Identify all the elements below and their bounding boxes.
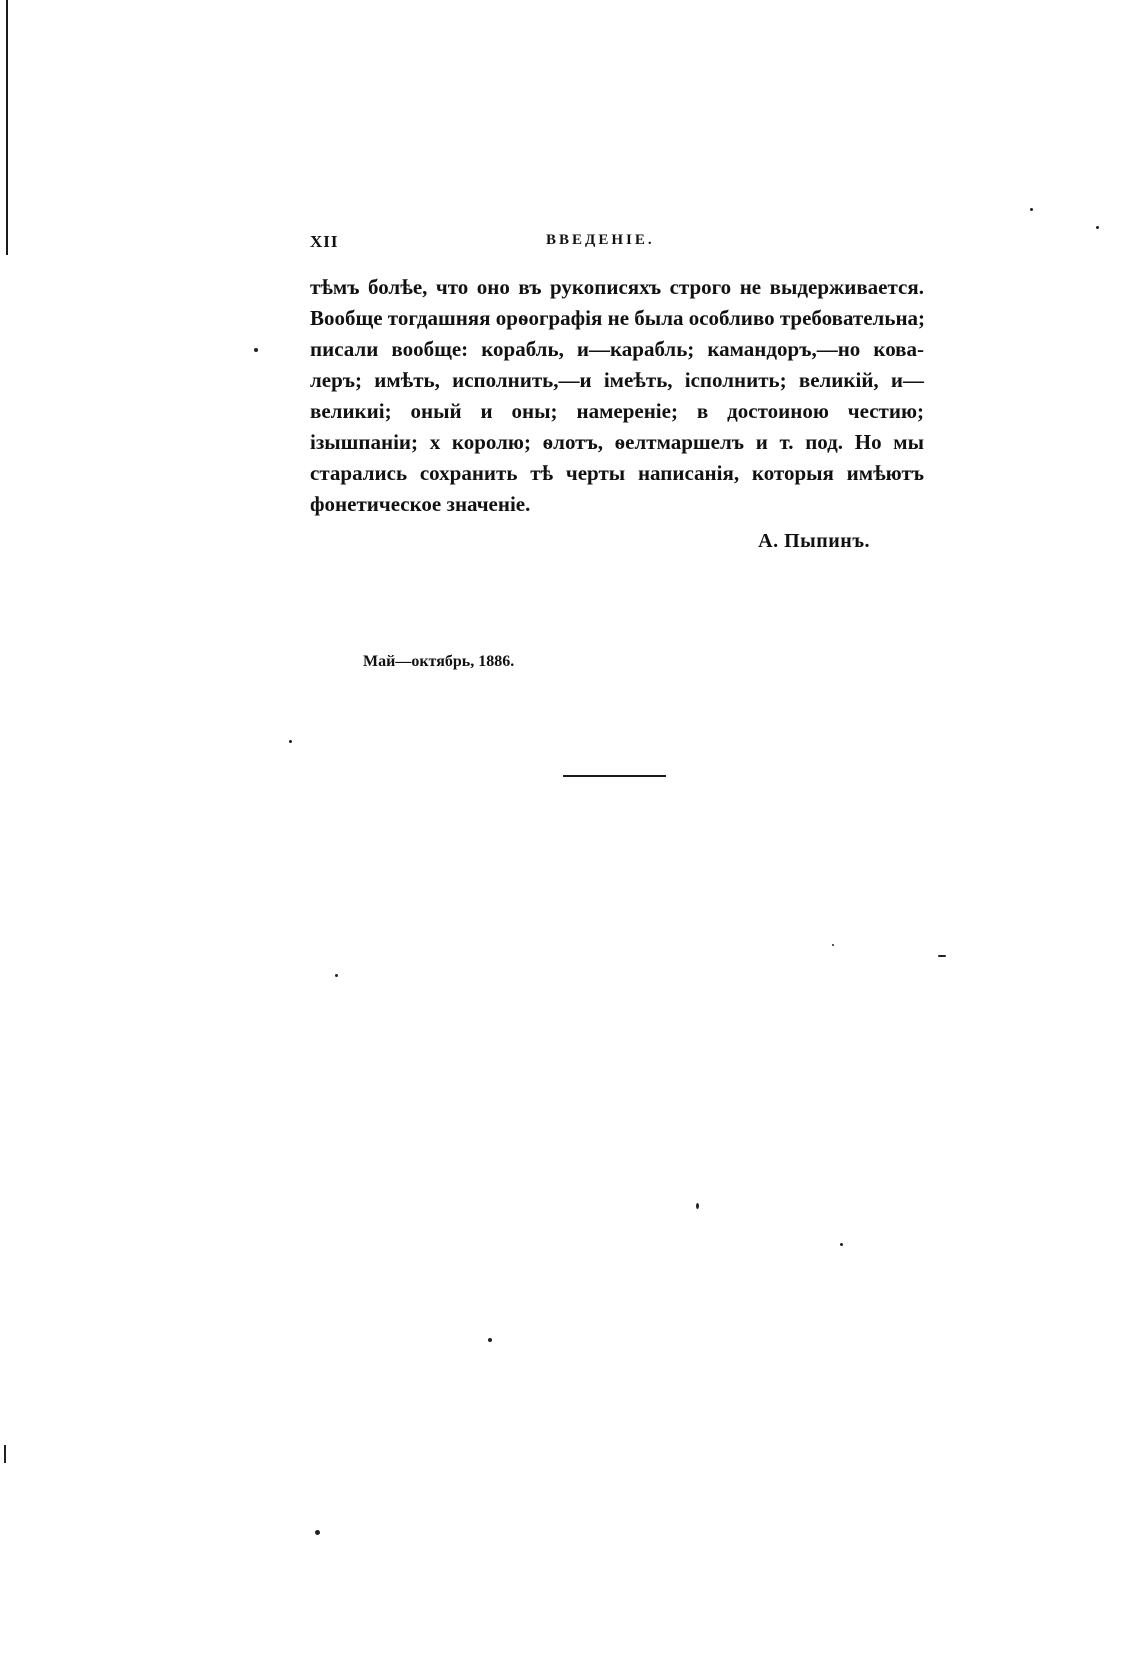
- scan-speck: [335, 974, 338, 977]
- running-title: ВВЕДЕНІЕ.: [546, 232, 655, 248]
- text-line: Вообще тогдашняя орѳографія не была особливо требовательна;: [310, 306, 926, 330]
- scan-edge-mark: [6, 0, 8, 255]
- text-line: леръ; имѣть, исполнить,—и імеѣть, ісполнить; великій, и—: [310, 368, 924, 392]
- date-line: Май—октябрь, 1886.: [363, 653, 515, 670]
- body-paragraph: [310, 272, 924, 520]
- scan-speck: [938, 955, 946, 957]
- text-line: фонетическое значеніе.: [310, 492, 531, 516]
- text-line: ізышпаніи; х королю; ѳлотъ, ѳелтмаршелъ и т. под. Но мы: [310, 430, 924, 454]
- author-signature: А. Пыпинъ.: [758, 530, 870, 552]
- scan-speck: [488, 1338, 492, 1342]
- scan-speck: [254, 348, 258, 352]
- closing-rule: [563, 775, 666, 777]
- scan-speck: [315, 1530, 320, 1535]
- page-number: XII: [310, 232, 339, 251]
- text-line: писали вообще: корабль, и—карабль; камандоръ,—но кова-: [310, 337, 924, 361]
- scan-speck: [840, 1243, 843, 1246]
- scan-speck: [289, 740, 292, 743]
- text-line: тѣмъ болѣе, что оно въ рукописяхъ строго не выдерживается.: [310, 275, 924, 299]
- text-line: старались сохранить тѣ черты написанія, которыя имѣютъ: [310, 461, 924, 485]
- scan-speck: [1096, 226, 1099, 229]
- page-header: [310, 232, 924, 262]
- text-line: великиі; оный и оны; намереніе; в достоиною честию;: [310, 399, 924, 423]
- scan-speck: [1030, 208, 1033, 211]
- scan-speck: [696, 1203, 699, 1209]
- scan-speck: [832, 944, 834, 946]
- scan-edge-tick: [4, 1445, 6, 1463]
